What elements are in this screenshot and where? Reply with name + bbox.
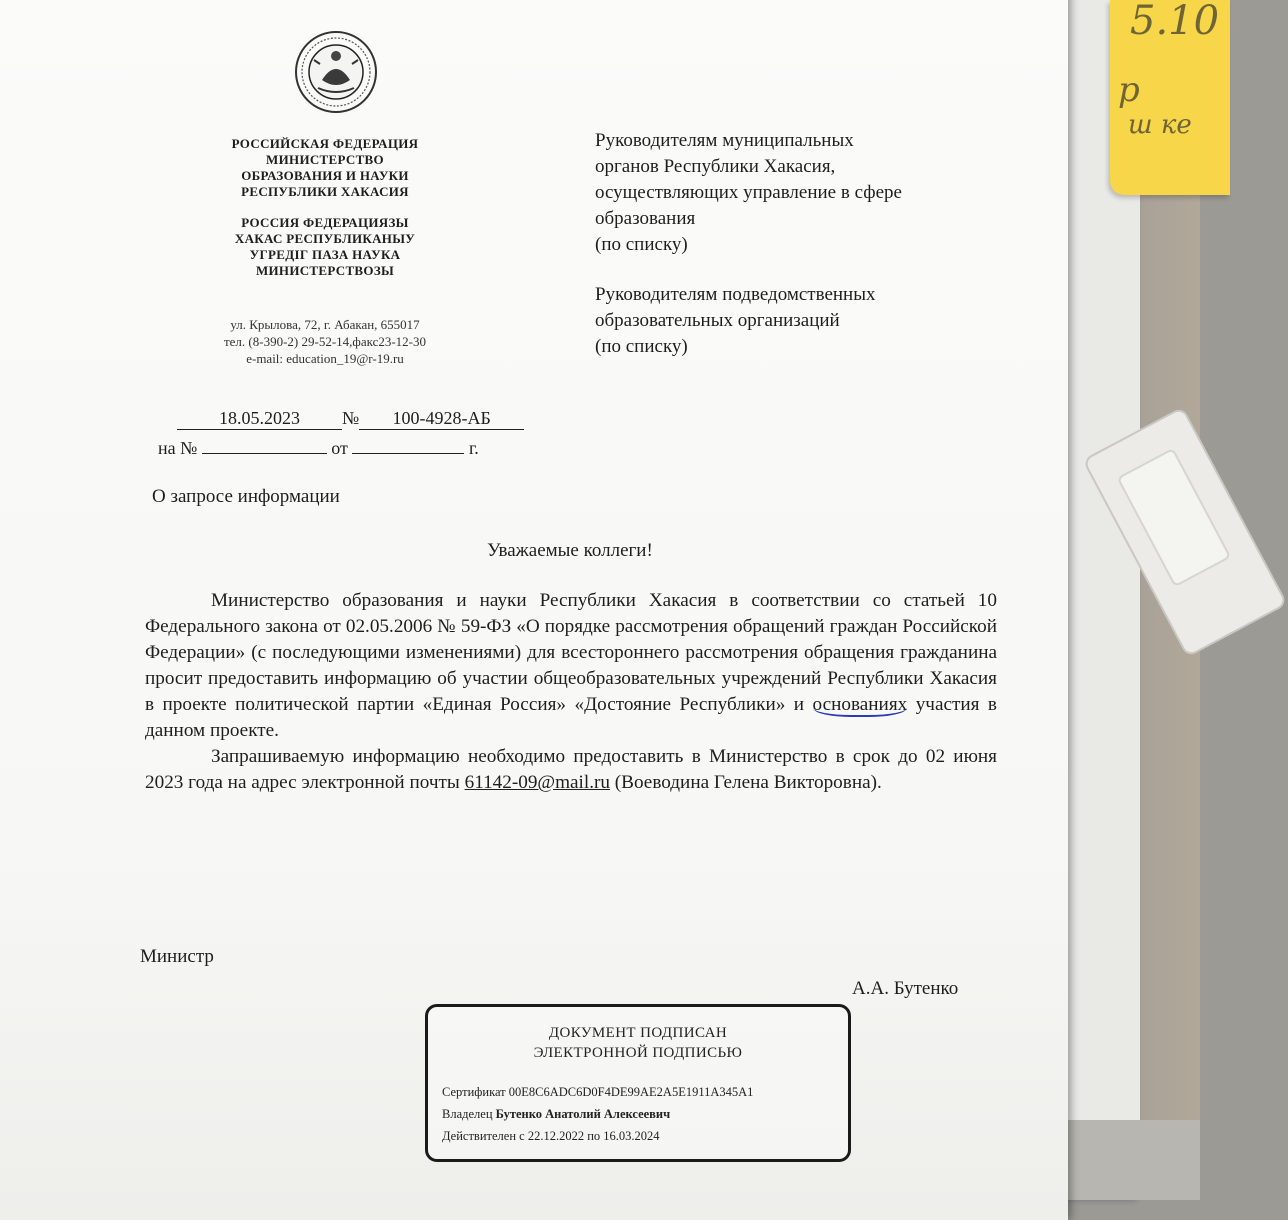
header-kh-line-3: УГРЕДIГ ПАЗА НАУКА [249, 247, 401, 262]
electronic-signature-stamp [425, 1004, 851, 1162]
recipient-1-line-1: Руководителям муниципальных [595, 130, 854, 151]
stamp-owner-label: Владелец [442, 1107, 493, 1121]
stamp-owner-value: Бутенко Анатолий Алексеевич [495, 1107, 671, 1121]
recipient-2-line-3: (по списку) [595, 336, 688, 357]
stamp-certificate [442, 1085, 753, 1100]
stamp-valid-label: Действителен с [442, 1129, 525, 1143]
recipient-1-line-4: образования [595, 208, 696, 229]
ministry-contacts [180, 316, 470, 367]
reference-year-suffix: г. [468, 438, 479, 458]
body-p2-text-b: (Воеводина Гелена Викторовна). [609, 772, 882, 793]
header-kh-line-1: РОССИЯ ФЕДЕРАЦИЯЗЫ [241, 215, 409, 230]
recipient-block-1 [595, 128, 1015, 258]
recipients [595, 128, 1015, 384]
header-ru-line-1: РОССИЙСКАЯ ФЕДЕРАЦИЯ [231, 136, 419, 151]
header-ru-line-2: МИНИСТЕРСТВО [266, 152, 384, 167]
stamp-title-line-2: ЭЛЕКТРОННОЙ ПОДПИСЬЮ [533, 1045, 743, 1061]
body-p1-text-b: участия в данном проекте. [145, 694, 997, 741]
header-kh-line-4: МИНИСТЕРСТВОЗЫ [255, 263, 395, 278]
header-ru-line-4: РЕСПУБЛИКИ ХАКАСИЯ [241, 184, 409, 199]
ministry-email: e-mail: education_19@r-19.ru [246, 351, 404, 366]
body-p2-text-a: Запрашиваемую информацию необходимо предоставить в Министерство в срок до 02 июня 2023 года на адрес электронной почты [145, 746, 997, 793]
stamp-valid-from: 22.12.2022 [527, 1129, 585, 1143]
header-kh-line-2: ХАКАС РЕСПУБЛИКАНЫУ [234, 231, 416, 246]
stamp-validity [442, 1129, 660, 1144]
ministry-header [180, 136, 470, 279]
recipient-1-line-5: (по списку) [595, 234, 688, 255]
sticky-note [1110, 0, 1230, 195]
body-paragraph-2 [145, 744, 997, 796]
body-paragraph-1 [145, 588, 997, 744]
reference-line [158, 432, 479, 459]
recipient-1-line-3: осуществляющих управление в сфере [595, 182, 902, 203]
stamp-title-line-1: ДОКУМЕНТ ПОДПИСАН [548, 1025, 728, 1041]
stamp-owner [442, 1107, 670, 1122]
sticky-note-text-1: 5.10 [1130, 0, 1220, 44]
reference-date-blank [352, 432, 464, 454]
sticky-note-text-2: р [1118, 70, 1140, 110]
recipient-1-line-2: органов Республики Хакасия, [595, 156, 836, 177]
reference-from: от [331, 438, 348, 458]
registration-date: 18.05.2023 [177, 408, 342, 430]
body-p1-underlined-word: основаниях [812, 694, 908, 715]
registration-number: 100-4928-АБ [359, 408, 524, 430]
ministry-address: ул. Крылова, 72, г. Абакан, 655017 [230, 317, 420, 332]
stamp-cert-label: Сертификат [442, 1085, 506, 1099]
recipient-2-line-1: Руководителям подведомственных [595, 284, 876, 305]
registration-line [177, 408, 524, 430]
body-p1-text-a: Министерство образования и науки Республики Хакасия в соответствии со статьей 10 Федерального закона от 02.05.2006 № 59-ФЗ «О порядке рассмотрения обращений граждан Российской Федерации» (с последующими изменениями) для всестороннего рассмотрения обращения гражданина просит предоставить информацию об участии общеобразовательных учреждений Республики Хакасия в проекте политической партии «Единая Россия» «Достояние Республики» и [145, 590, 997, 715]
reference-prefix: на № [158, 438, 198, 458]
recipient-2-line-2: образовательных организаций [595, 310, 840, 331]
registration-number-sign: № [342, 408, 360, 428]
reference-number-blank [202, 432, 327, 454]
signatory-name: А.А. Бутенко [852, 978, 959, 999]
signatory-role: Министр [140, 946, 214, 967]
stamp-valid-to: 16.03.2024 [603, 1129, 660, 1143]
letter-greeting: Уважаемые коллеги! [487, 540, 653, 561]
ministry-phone: тел. (8-390-2) 29-52-14,факс23-12-30 [223, 334, 427, 349]
contact-email-link[interactable]: 61142-09@mail.ru [464, 772, 610, 793]
stamp-title [428, 1023, 848, 1063]
letter-body [145, 588, 997, 796]
recipient-block-2 [595, 282, 1015, 360]
coat-of-arms-emblem [294, 30, 378, 114]
sticky-note-text-3: ш ке [1128, 110, 1192, 140]
stamp-valid-to-label: по [587, 1129, 601, 1143]
stamp-cert-value: 00E8C6ADC6D0F4DE99AE2A5E1911A345A1 [508, 1085, 754, 1099]
header-ru-line-3: ОБРАЗОВАНИЯ И НАУКИ [241, 168, 409, 183]
letter-subject: О запросе информации [152, 486, 340, 507]
